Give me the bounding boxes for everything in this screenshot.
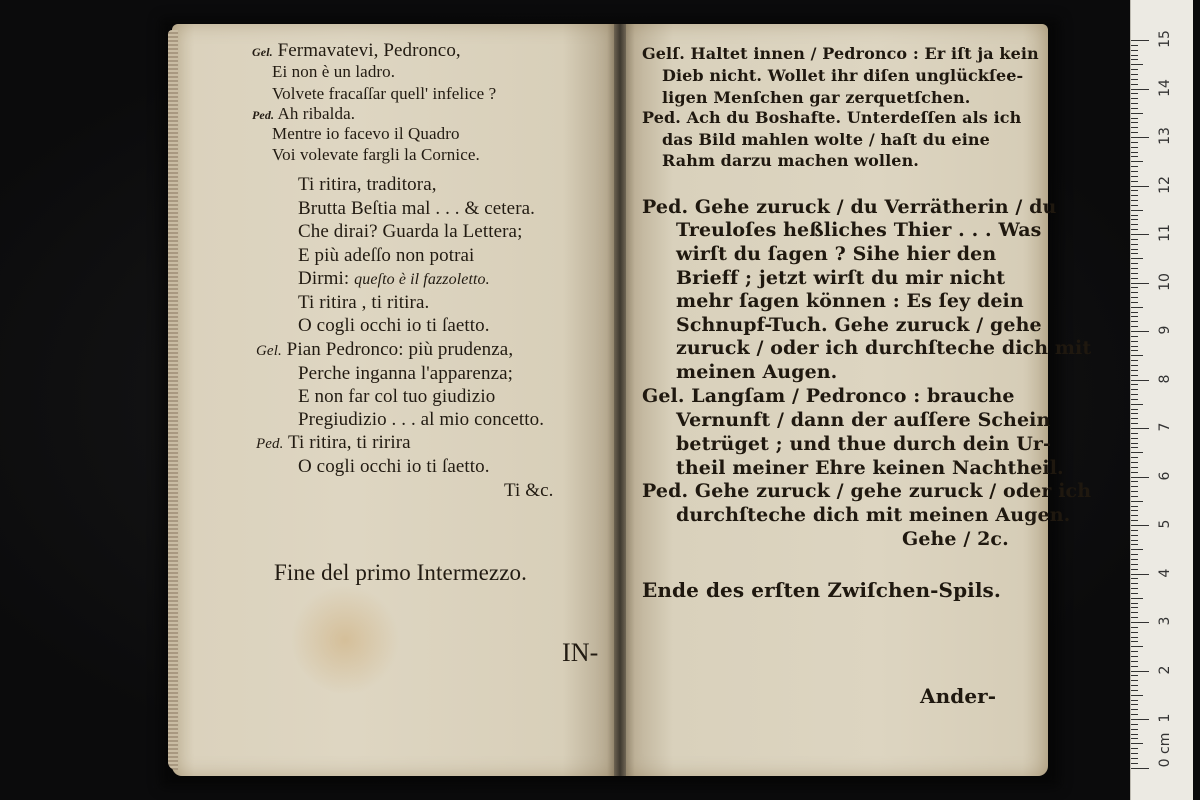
ruler-tick — [1131, 346, 1138, 347]
text-line: Ped. Ti ritira, ti ririra — [256, 432, 411, 453]
ruler-tick — [1131, 627, 1138, 628]
ruler-tick — [1131, 103, 1138, 104]
ruler-tick — [1131, 55, 1138, 56]
ruler-tick — [1131, 559, 1138, 560]
ruler-number: 10 — [1157, 272, 1173, 291]
ruler-number: 5 — [1157, 519, 1173, 529]
ruler-tick — [1131, 738, 1138, 739]
ruler-tick — [1131, 287, 1138, 288]
ruler-number: 7 — [1157, 422, 1173, 432]
text-line: Pregiudizio . . . al mio concetto. — [298, 409, 545, 430]
text-line: meinen Augen. — [676, 361, 838, 383]
text-line: Volvete fracaſſar quell' infelice ? — [272, 84, 497, 103]
book-gutter — [614, 24, 626, 776]
catchword: IN- — [562, 638, 599, 667]
ruler-tick — [1131, 423, 1138, 424]
ruler-tick — [1131, 45, 1138, 46]
ruler-tick — [1131, 122, 1138, 123]
ruler-tick — [1131, 350, 1138, 351]
ruler-tick — [1131, 413, 1138, 414]
ruler-tick — [1131, 515, 1138, 516]
catchword: Ander- — [920, 684, 997, 708]
text-line: Che dirai? Guarda la Lettera; — [298, 221, 523, 242]
text-line: ligen Menſchen gar zerquetſchen. — [662, 88, 971, 107]
ruler-tick — [1131, 617, 1138, 618]
ruler-tick — [1131, 137, 1149, 138]
text-line: Mentre io facevo il Quadro — [272, 124, 460, 143]
text-line: Ped. Ah ribalda. — [252, 104, 356, 123]
text-line: Vernunft / dann der auſſere Schein — [676, 409, 1051, 431]
text-line: Ti ritira , ti ritira. — [298, 292, 430, 313]
ruler-tick — [1131, 273, 1138, 274]
ruler-tick — [1131, 409, 1138, 410]
ruler-tick — [1131, 205, 1138, 206]
text-line: Dieb nicht. Wollet ihr diſen unglückſee- — [662, 66, 1024, 85]
text-line: E non far col tuo giudizio — [298, 386, 496, 407]
ruler-tick — [1131, 477, 1149, 478]
ruler-tick — [1131, 224, 1138, 225]
text-line: durchſteche dich mit meinen Augen. — [676, 504, 1071, 526]
ruler-tick — [1131, 152, 1138, 153]
ruler-tick — [1131, 646, 1143, 647]
ruler-tick — [1131, 685, 1138, 686]
text-line: wirſt du ſagen ? Sihe hier den — [676, 243, 997, 265]
ruler-tick — [1131, 462, 1138, 463]
ruler-tick — [1131, 69, 1138, 70]
ruler-tick — [1131, 307, 1143, 308]
ruler-number: 6 — [1157, 471, 1173, 480]
text-line: Voi volevate fargli la Cornice. — [272, 145, 480, 164]
ruler-tick — [1131, 443, 1138, 444]
ruler-tick — [1131, 637, 1138, 638]
ruler-number: 13 — [1157, 127, 1173, 145]
ruler-tick — [1131, 355, 1143, 356]
ruler-number: 14 — [1157, 78, 1173, 97]
ruler-tick — [1131, 564, 1138, 565]
ruler-tick — [1131, 326, 1138, 327]
ruler-tick — [1131, 661, 1138, 662]
ruler-tick — [1131, 176, 1138, 177]
ruler-tick — [1131, 239, 1138, 240]
ruler-tick — [1131, 569, 1138, 570]
text-line: das Bild mahlen wolte / haſt du eine — [662, 130, 990, 149]
ruler-tick — [1131, 695, 1143, 696]
ruler-tick — [1131, 501, 1143, 502]
ruler-tick — [1131, 656, 1138, 657]
ruler-number: 3 — [1157, 616, 1173, 626]
ruler-tick — [1131, 641, 1138, 642]
ruler-tick — [1131, 714, 1138, 715]
ruler-tick — [1131, 404, 1143, 405]
ruler-tick — [1131, 200, 1138, 201]
measuring-ruler — [1130, 0, 1193, 800]
ruler-tick — [1131, 675, 1138, 676]
ruler-tick — [1131, 79, 1138, 80]
ruler-tick — [1131, 59, 1138, 60]
ruler-tick — [1131, 418, 1138, 419]
text-line: O cogli occhi io ti ſaetto. — [298, 315, 490, 336]
ruler-tick — [1131, 384, 1138, 385]
ruler-tick — [1131, 467, 1138, 468]
ruler-tick — [1131, 263, 1138, 264]
ruler-tick — [1131, 452, 1143, 453]
section-end-title: Ende des erſten Zwiſchen-Spils. — [642, 578, 1001, 602]
ruler-tick — [1131, 588, 1138, 589]
ruler-tick — [1131, 98, 1138, 99]
ruler-tick — [1131, 666, 1138, 667]
ruler-tick — [1131, 268, 1138, 269]
ruler-tick — [1131, 729, 1138, 730]
ruler-tick — [1131, 370, 1138, 371]
ruler-tick — [1131, 758, 1138, 759]
ruler-tick — [1131, 147, 1138, 148]
ruler-tick — [1131, 622, 1149, 623]
text-line: mehr ſagen können : Es ſey dein — [676, 290, 1024, 312]
ruler-tick — [1131, 297, 1138, 298]
ruler-tick — [1131, 753, 1138, 754]
ruler-tick — [1131, 360, 1138, 361]
text-line: Ped. Gehe zuruck / gehe zuruck / oder ich — [642, 480, 1092, 502]
ruler-number: 2 — [1157, 665, 1173, 674]
ruler-tick — [1131, 190, 1138, 191]
ruler-tick — [1131, 632, 1138, 633]
ruler-tick — [1131, 89, 1149, 90]
ruler-tick — [1131, 50, 1138, 51]
ruler-tick — [1131, 510, 1138, 511]
ruler-tick — [1131, 525, 1149, 526]
ruler-tick — [1131, 375, 1138, 376]
ruler-tick — [1131, 171, 1138, 172]
ruler-tick — [1131, 336, 1138, 337]
ruler-tick — [1131, 593, 1138, 594]
ruler-number: 11 — [1157, 224, 1173, 242]
ruler-tick — [1131, 278, 1138, 279]
ruler-tick — [1131, 74, 1138, 75]
ruler-number: 9 — [1157, 325, 1173, 335]
ruler-tick — [1131, 671, 1149, 672]
ruler-tick — [1131, 535, 1138, 536]
ruler-tick — [1131, 734, 1138, 735]
ruler-tick — [1131, 540, 1138, 541]
text-line: betrüget ; und thue durch dein Ur- — [676, 433, 1051, 455]
ruler-tick — [1131, 118, 1138, 119]
text-line: Dirmi: queſto è il fazzoletto. — [298, 268, 490, 289]
text-line: Gel. Pian Pedronco: più prudenza, — [256, 339, 514, 360]
ruler-tick — [1131, 583, 1138, 584]
ruler-tick — [1131, 724, 1138, 725]
text-line: Perche inganna l'apparenza; — [298, 363, 514, 384]
ruler-tick — [1131, 433, 1138, 434]
ruler-tick — [1131, 438, 1138, 439]
ruler-tick — [1131, 554, 1138, 555]
ruler-tick — [1131, 249, 1138, 250]
ruler-tick — [1131, 312, 1138, 313]
ruler-tick — [1131, 472, 1138, 473]
ruler-tick — [1131, 690, 1138, 691]
ruler-tick — [1131, 156, 1138, 157]
ruler-tick — [1131, 292, 1138, 293]
ruler-tick — [1131, 380, 1149, 381]
ruler-tick — [1131, 578, 1138, 579]
text-line: Gel. Fermavatevi, Pedronco, — [252, 40, 461, 61]
text-line: Rahm darzu machen wollen. — [662, 151, 919, 170]
ruler-tick — [1131, 491, 1138, 492]
ruler-number: 1 — [1157, 713, 1173, 723]
ruler-number: 12 — [1157, 175, 1173, 194]
ruler-tick — [1131, 210, 1143, 211]
text-line: zuruck / oder ich durchſteche dich mit — [676, 337, 1092, 359]
ruler-tick — [1131, 719, 1149, 720]
text-line: Gelſ. Haltet innen / Pedronco : Er iſt ja kein — [642, 44, 1039, 63]
ruler-tick — [1131, 612, 1138, 613]
left-page-edge — [168, 30, 178, 770]
ruler-tick — [1131, 195, 1138, 196]
text-line: Treuloſes heßliches Thier . . . Was — [676, 219, 1042, 241]
ruler-tick — [1131, 108, 1138, 109]
text-line: Ei non è un ladro. — [272, 62, 396, 81]
ruler-tick — [1131, 316, 1138, 317]
ruler-tick — [1131, 331, 1149, 332]
ruler-number: 15 — [1157, 30, 1173, 48]
ruler-tick — [1131, 127, 1138, 128]
ruler-tick — [1131, 229, 1138, 230]
ruler-tick — [1131, 215, 1138, 216]
ruler-tick — [1131, 161, 1143, 162]
ruler-tick — [1131, 743, 1143, 744]
ruler-tick — [1131, 166, 1138, 167]
ruler-tick — [1131, 389, 1138, 390]
ruler-tick — [1131, 93, 1138, 94]
ruler-tick — [1131, 496, 1138, 497]
ruler-tick — [1131, 84, 1138, 85]
ruler-tick — [1131, 219, 1138, 220]
ruler-tick — [1131, 394, 1138, 395]
ruler-tick — [1131, 234, 1149, 235]
ruler-tick — [1131, 704, 1138, 705]
ruler-tick — [1131, 763, 1138, 764]
ruler-tick — [1131, 603, 1138, 604]
text-line: Brutta Beſtia mal . . . & cetera. — [298, 198, 536, 219]
ruler-tick — [1131, 748, 1138, 749]
ruler-tick — [1131, 399, 1138, 400]
ruler-tick — [1131, 365, 1138, 366]
ruler-number: 4 — [1157, 568, 1173, 577]
text-line: Schnupf-Tuch. Gehe zuruck / gehe — [676, 314, 1042, 336]
section-end-title: Fine del primo Intermezzo. — [274, 560, 527, 585]
text-line: E più adeſſo non potrai — [298, 245, 475, 266]
ruler-tick — [1131, 302, 1138, 303]
ruler-tick — [1131, 253, 1138, 254]
ruler-tick — [1131, 768, 1149, 769]
text-line: O cogli occhi io ti ſaetto. — [298, 456, 490, 477]
ruler-tick — [1131, 709, 1138, 710]
text-line: Gehe / 2c. — [902, 528, 1009, 550]
text-line: Gel. Langſam / Pedronco : brauche — [642, 385, 1015, 407]
ruler-tick — [1131, 680, 1138, 681]
ruler-tick — [1131, 574, 1149, 575]
ruler-tick — [1131, 700, 1138, 701]
ruler-tick — [1131, 341, 1138, 342]
ruler-tick — [1131, 258, 1143, 259]
text-line: Ped. Gehe zuruck / du Verrätherin / du — [642, 196, 1057, 218]
ruler-tick — [1131, 132, 1138, 133]
text-line: Ti &c. — [504, 480, 554, 501]
ruler-tick — [1131, 549, 1143, 550]
text-line: Brieff ; jetzt wirſt du mir nicht — [676, 267, 1006, 289]
ruler-tick — [1131, 607, 1138, 608]
ruler-tick — [1131, 486, 1138, 487]
ruler-tick — [1131, 520, 1138, 521]
ruler-tick — [1131, 457, 1138, 458]
ruler-tick — [1131, 481, 1138, 482]
text-line: Ti ritira, traditora, — [298, 174, 437, 195]
text-line: Ped. Ach du Boshafte. Unterdeſſen als ich — [642, 108, 1022, 127]
ruler-tick — [1131, 283, 1149, 284]
ruler-tick — [1131, 186, 1149, 187]
ruler-tick — [1131, 181, 1138, 182]
ruler-tick — [1131, 544, 1138, 545]
ruler-tick — [1131, 598, 1143, 599]
ruler-number: 8 — [1157, 374, 1173, 383]
ruler-tick — [1131, 64, 1143, 65]
ruler-tick — [1131, 651, 1138, 652]
ruler-tick — [1131, 447, 1138, 448]
ruler-tick — [1131, 244, 1138, 245]
ruler-number: 0 cm — [1157, 732, 1173, 767]
ruler-tick — [1131, 40, 1149, 41]
ruler-tick — [1131, 113, 1143, 114]
ruler-tick — [1131, 506, 1138, 507]
ruler-tick — [1131, 142, 1138, 143]
text-line: theil meiner Ehre keinen Nachtheil. — [676, 457, 1064, 479]
ruler-tick — [1131, 530, 1138, 531]
ruler-tick — [1131, 321, 1138, 322]
ruler-tick — [1131, 428, 1149, 429]
